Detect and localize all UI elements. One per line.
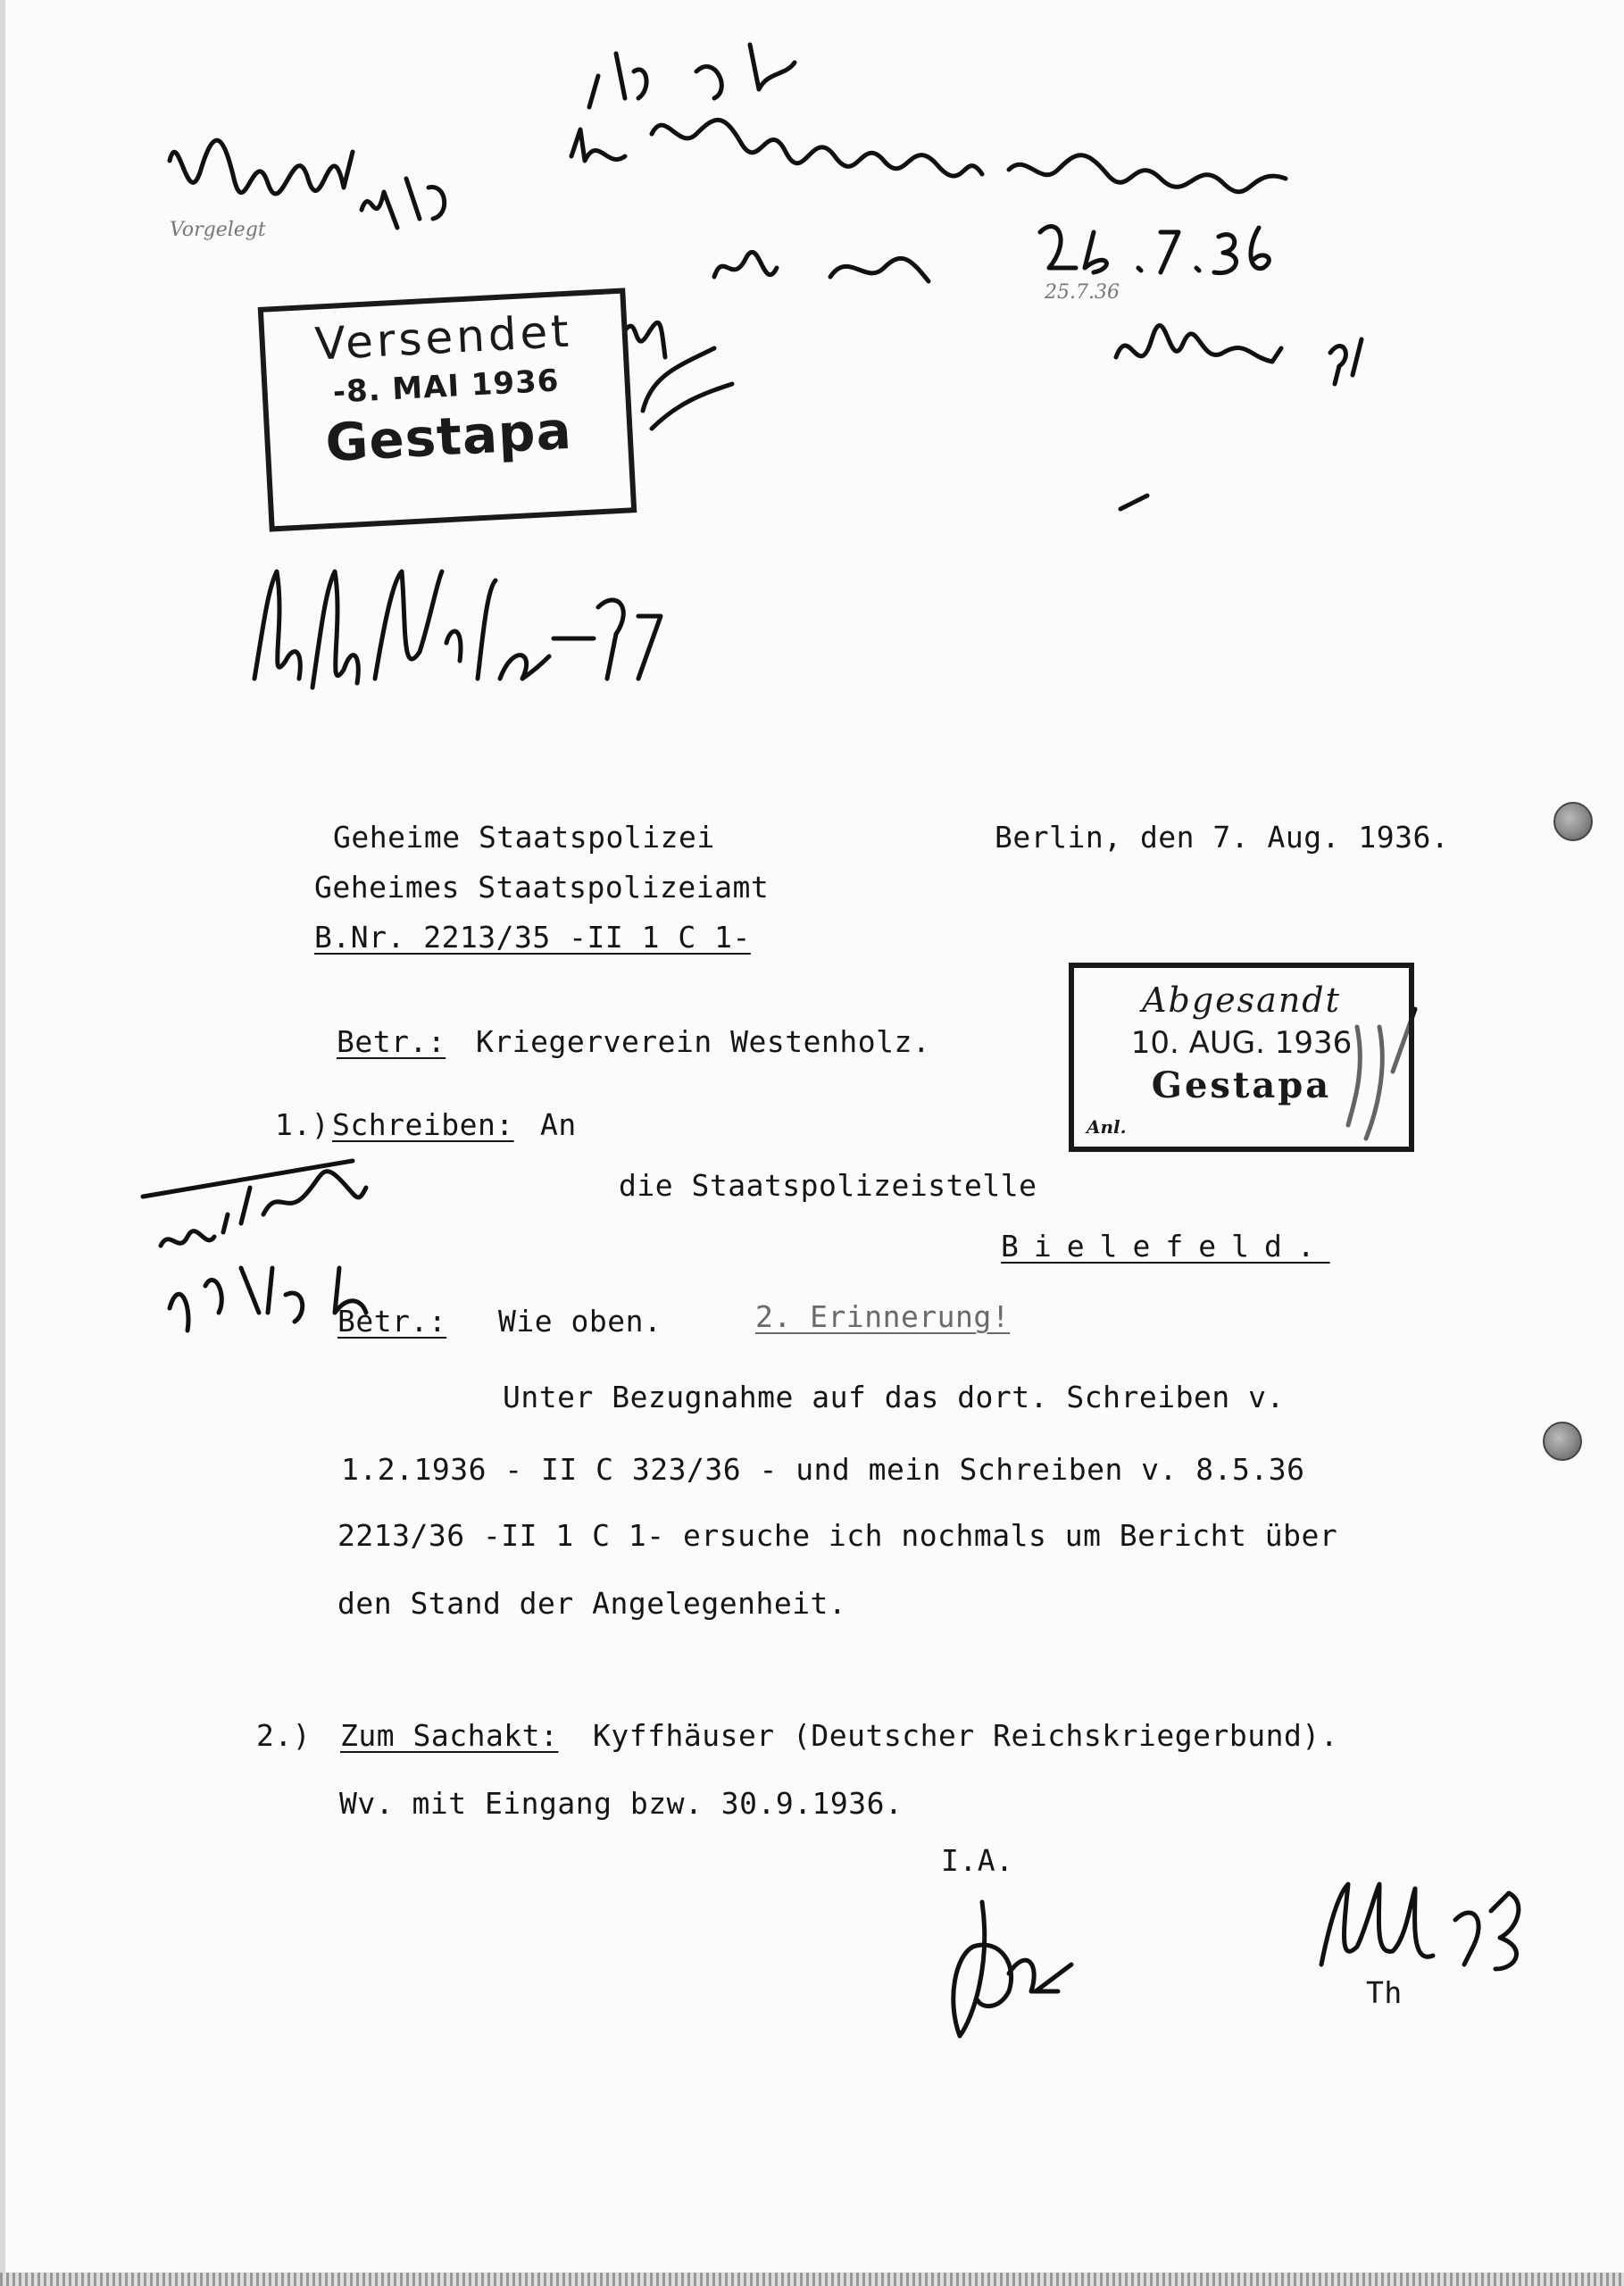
- stamp-sent-date: -8. MAI 1936: [331, 363, 561, 411]
- item2-followup: Wv. mit Eingang bzw. 30.9.1936.: [339, 1786, 904, 1821]
- stamp-dispatched-anl: Anl.: [1087, 1116, 1127, 1138]
- abgesandt-stamp: [1069, 963, 1414, 1152]
- recipient-city: Bielefeld.: [1001, 1229, 1330, 1264]
- body-line-1: Unter Bezugnahme auf das dort. Schreiben v.: [503, 1380, 1285, 1414]
- item1-betr-label: Betr.:: [337, 1304, 447, 1339]
- place-date: Berlin, den 7. Aug. 1936.: [995, 820, 1450, 855]
- recipient-line1: die Staatspolizeistelle: [619, 1168, 1037, 1203]
- signature-ia: I.A.: [941, 1843, 1014, 1878]
- handwritten-date: 25.7.36: [1045, 281, 1120, 304]
- stamp-dispatched-line1: Abgesandt: [1142, 980, 1341, 1020]
- stamp-dispatched-line3: Gestapa: [1151, 1064, 1332, 1106]
- subject-text: Kriegerverein Westenholz.: [476, 1024, 931, 1059]
- stamp-dispatched-date: 10. AUG. 1936: [1130, 1025, 1353, 1061]
- item2-label: Zum Sachakt:: [340, 1718, 559, 1753]
- body-line-2: 1.2.1936 - II C 323/36 - und mein Schreiben v. 8.5.36: [341, 1452, 1305, 1487]
- scan-edge-left: [0, 0, 5, 2286]
- signature-initials: Th: [1366, 1975, 1403, 2010]
- handwritten-vorgelegt: Vorgelegt: [170, 219, 266, 241]
- item2-number: 2.): [256, 1718, 312, 1753]
- item1-label: Schreiben:: [332, 1107, 514, 1142]
- body-line-3: 2213/36 -II 1 C 1- ersuche ich nochmals um Bericht über: [337, 1518, 1338, 1553]
- item1-number: 1.): [275, 1107, 330, 1142]
- reference-number: B.Nr. 2213/35 -II 1 C 1-: [314, 920, 751, 955]
- item1-betr-text: Wie oben.: [498, 1304, 662, 1339]
- body-line-4: den Stand der Angelegenheit.: [337, 1586, 847, 1621]
- stamp-sent-line3: Gestapa: [323, 399, 574, 474]
- org-line1: Geheime Staatspolizei: [333, 820, 715, 855]
- subject-label: Betr.:: [337, 1024, 446, 1059]
- item1-label-suffix: An: [540, 1107, 577, 1142]
- stamp-sent-line1: Versendet: [313, 305, 574, 371]
- reminder-note: 2. Erinnerung!: [755, 1299, 1011, 1334]
- org-line2: Geheimes Staatspolizeiamt: [314, 870, 770, 905]
- scan-edge-bottom: [0, 2273, 1624, 2286]
- versendet-stamp: [258, 288, 637, 531]
- item2-text: Kyffhäuser (Deutscher Reichskriegerbund).: [593, 1718, 1339, 1753]
